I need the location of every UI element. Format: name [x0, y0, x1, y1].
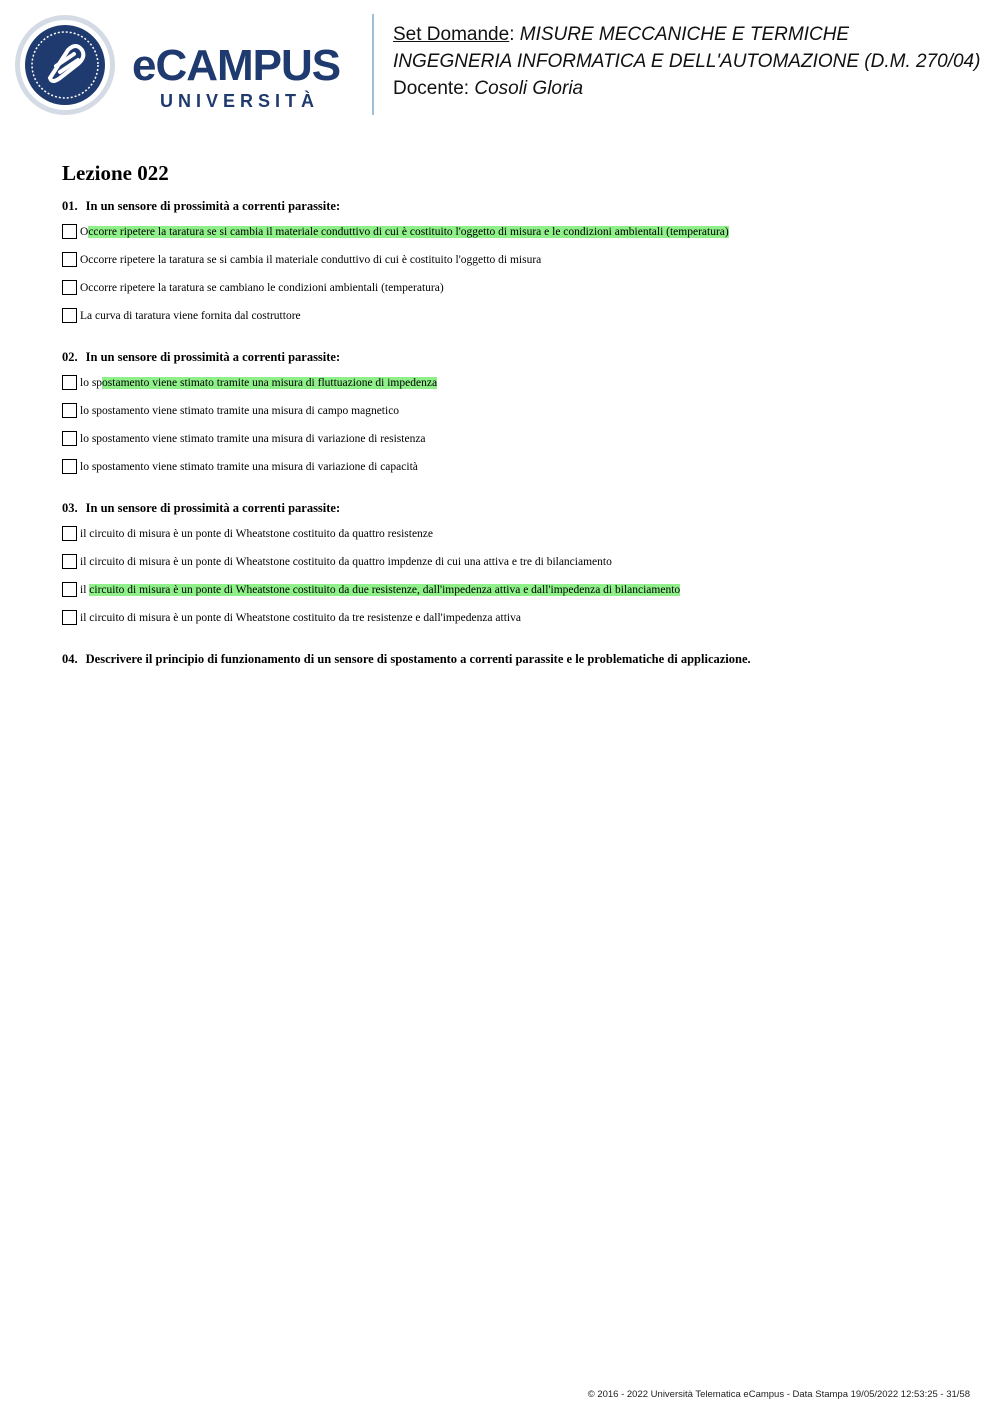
- ecampus-logo: [14, 14, 359, 116]
- answer-checkbox[interactable]: [62, 308, 77, 323]
- answer-option[interactable]: [62, 459, 962, 487]
- answer-checkbox[interactable]: [62, 431, 77, 446]
- answer-option[interactable]: [62, 224, 962, 252]
- answer-checkbox[interactable]: [62, 252, 77, 267]
- teacher-label: Docente: [393, 78, 464, 99]
- answer-checkbox[interactable]: [62, 224, 77, 239]
- answer-text-correct: [80, 582, 680, 598]
- page-header: [0, 0, 1000, 130]
- answer-text-highlight: ostamento viene stimato tramite una misura di fluttuazione di impedenza: [102, 377, 438, 389]
- set-label: Set Domande: [393, 24, 510, 45]
- answer-text-correct: [80, 375, 437, 391]
- answer-text: [80, 403, 399, 419]
- answer-text: [80, 280, 444, 296]
- answer-text-plain: lo sp: [80, 377, 103, 389]
- question-number: 03.: [62, 501, 78, 515]
- answer-checkbox[interactable]: [62, 582, 77, 597]
- logo-sub: UNIVERSITÀ: [160, 91, 320, 111]
- answer-text-plain: il: [80, 584, 90, 596]
- logo-brand: eCAMPUS: [132, 41, 341, 90]
- answer-text-plain: il circuito di misura è un ponte di Wheatstone costituito da quattro resistenze: [80, 528, 434, 540]
- answer-text-plain: La curva di taratura viene fornita dal costruttore: [80, 310, 301, 322]
- question-text: In un sensore di prossimità a correnti parassite:: [85, 199, 341, 213]
- page-footer: © 2016 - 2022 Università Telematica eCampus - Data Stampa 19/05/2022 12:53:25 - 31/58: [587, 1389, 970, 1400]
- answer-text: [80, 308, 301, 324]
- answer-checkbox[interactable]: [62, 375, 77, 390]
- answer-checkbox[interactable]: [62, 459, 77, 474]
- question-text: In un sensore di prossimità a correnti parassite:: [85, 350, 341, 364]
- question-title: [62, 500, 962, 520]
- answer-text-plain: il circuito di misura è un ponte di Wheatstone costituito da quattro impdenze di cui una attiva e tre di bilanciamento: [80, 556, 612, 568]
- question-text: Descrivere il principio di funzionamento di un sensore di spostamento a correnti parassite e le problematiche di applicazione.: [85, 652, 751, 666]
- answer-text: [80, 526, 433, 542]
- question-title: [62, 349, 962, 369]
- answer-text-plain: Occorre ripetere la taratura se cambiano le condizioni ambientali (temperatura): [80, 282, 444, 294]
- answer-text-highlight: ccorre ripetere la taratura se si cambia il materiale conduttivo di cui è costituito l'oggetto di misura e le condizioni ambientali (temperatura): [88, 226, 729, 238]
- answer-text-plain: O: [80, 226, 89, 238]
- answer-option[interactable]: [62, 610, 962, 638]
- answer-checkbox[interactable]: [62, 610, 77, 625]
- teacher-name: Cosoli Gloria: [474, 78, 584, 99]
- answer-text-highlight: circuito di misura è un ponte di Wheatstone costituito da due resistenze, dall'impedenza attiva e dall'impedenza di bilanciamento: [89, 584, 681, 596]
- answer-option[interactable]: [62, 554, 962, 582]
- question-number: 04.: [62, 652, 78, 666]
- answer-text-plain: Occorre ripetere la taratura se si cambia il materiale conduttivo di cui è costituito l'oggetto di misura: [80, 254, 542, 266]
- header-divider: [372, 14, 374, 115]
- answer-checkbox[interactable]: [62, 554, 77, 569]
- set-line: Set Domande: MISURE MECCANICHE E TERMICHE: [393, 24, 850, 45]
- question-3: [62, 500, 962, 638]
- question-title: [62, 651, 962, 671]
- answer-text: [80, 459, 418, 475]
- answer-text: [80, 252, 541, 268]
- answer-text: [80, 431, 426, 447]
- question-title: [62, 198, 962, 218]
- answer-checkbox[interactable]: [62, 280, 77, 295]
- question-number: 01.: [62, 199, 78, 213]
- answer-option[interactable]: [62, 582, 962, 610]
- answer-text-plain: lo spostamento viene stimato tramite una misura di campo magnetico: [80, 405, 400, 417]
- answer-checkbox[interactable]: [62, 526, 77, 541]
- teacher-line: Docente: Cosoli Gloria: [393, 78, 584, 99]
- course-info: [393, 21, 980, 102]
- answer-option[interactable]: [62, 252, 962, 280]
- answer-checkbox[interactable]: [62, 403, 77, 418]
- answer-option[interactable]: [62, 308, 962, 336]
- question-4: [62, 651, 962, 677]
- question-text: In un sensore di prossimità a correnti parassite:: [85, 501, 341, 515]
- answer-option[interactable]: [62, 375, 962, 403]
- course-name: INGEGNERIA INFORMATICA E DELL'AUTOMAZIONE (D.M. 270/04): [393, 51, 981, 72]
- answer-text-correct: [80, 224, 729, 240]
- answer-option[interactable]: [62, 431, 962, 459]
- answer-option[interactable]: [62, 403, 962, 431]
- answer-option[interactable]: [62, 526, 962, 554]
- lesson-title: Lezione 022: [62, 161, 169, 185]
- answer-text-plain: lo spostamento viene stimato tramite una misura di variazione di resistenza: [80, 433, 426, 445]
- set-value: MISURE MECCANICHE E TERMICHE: [519, 24, 850, 45]
- answer-option[interactable]: [62, 280, 962, 308]
- answer-text: [80, 554, 612, 570]
- question-number: 02.: [62, 350, 78, 364]
- answer-text-plain: il circuito di misura è un ponte di Wheatstone costituito da tre resistenze e dall'impedenza attiva: [80, 612, 521, 624]
- question-1: [62, 198, 962, 336]
- question-2: [62, 349, 962, 487]
- answer-text-plain: lo spostamento viene stimato tramite una misura di variazione di capacità: [80, 461, 418, 473]
- answer-text: [80, 610, 521, 626]
